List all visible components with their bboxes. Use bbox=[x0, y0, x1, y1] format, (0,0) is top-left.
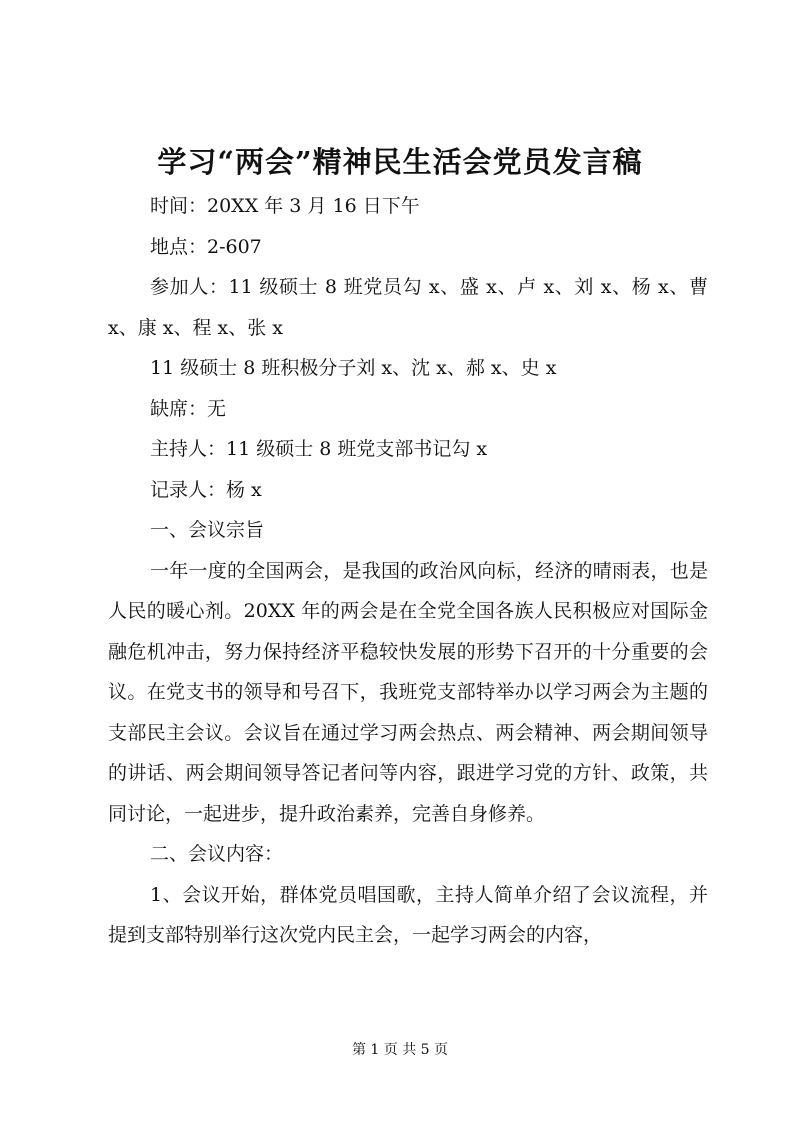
meeting-place: 地点：2-607 bbox=[150, 235, 262, 258]
meeting-attendees: 参加人：11 级硕士 8 班党员勾 x、盛 x、卢 x、刘 x、杨 x、曹 x、康 x、程 x、张 x bbox=[108, 276, 708, 339]
meeting-host: 主持人：11 级硕士 8 班党支部书记勾 x bbox=[150, 438, 488, 460]
section-heading-purpose: 一、会议宗旨 bbox=[150, 519, 265, 541]
section-heading-content: 二、会议内容： bbox=[150, 843, 284, 865]
document-title: 学习“两会”精神民生活会党员发言稿 bbox=[157, 145, 643, 179]
meeting-time: 时间：20XX 年 3 月 16 日下午 bbox=[150, 195, 420, 217]
meeting-absent: 缺席：无 bbox=[150, 397, 227, 420]
section-paragraph-content: 1、会议开始，群体党员唱国歌，主持人简单介绍了会议流程，并提到支部特别举行这次党内民主会，一起学习两会的内容， bbox=[108, 883, 708, 946]
document-body bbox=[108, 186, 708, 956]
meeting-recorder: 记录人：杨 x bbox=[150, 478, 262, 501]
page-indicator: 第 1 页 共 5 页 bbox=[351, 1042, 449, 1058]
meeting-activists: 11 级硕士 8 班积极分子刘 x、沈 x、郝 x、史 x bbox=[150, 357, 557, 379]
section-paragraph-purpose: 一年一度的全国两会，是我国的政治风向标，经济的晴雨表，也是人民的暖心剂。20XX 年的两会是在全党全国各族人民积极应对国际金融危机冲击，努力保持经济平稳较快发展的形势下召开的十分重要的会议。在党支书的领导和号召下，我班党支部特举办以学习两会为主题的支部民主会议。会议旨在通过学习两会热点、两会精神、两会期间领导的讲话、两会期间领导答记者问等内容，跟进学习党的方针、政策，共同讨论，一起进步，提升政治素养，完善自身修养。 bbox=[108, 559, 708, 825]
